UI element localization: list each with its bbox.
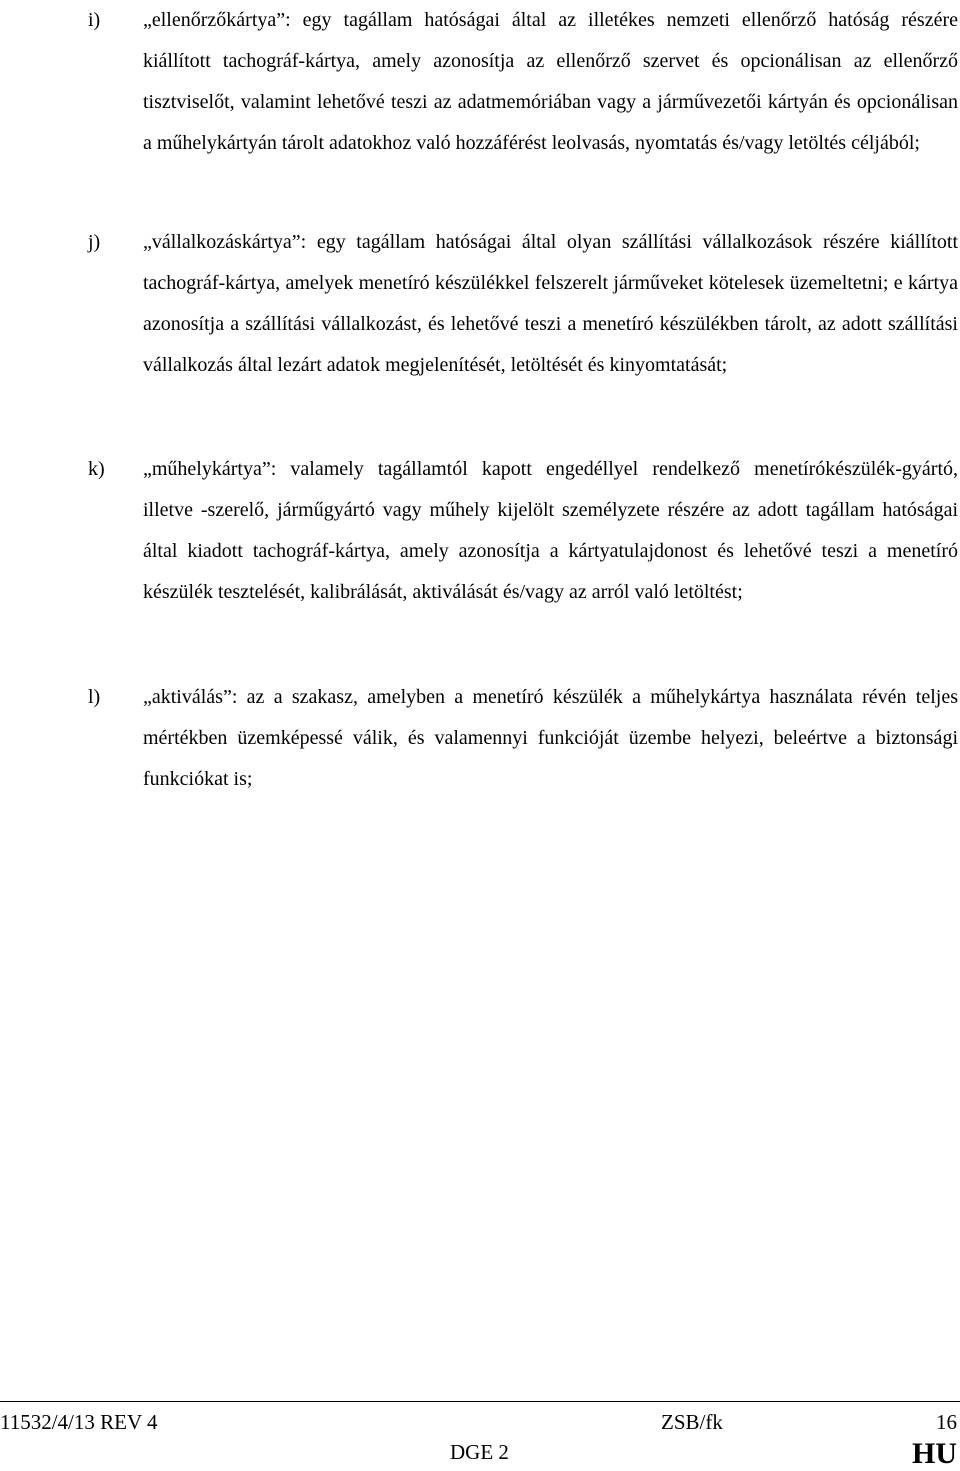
item-text: „vállalkozáskártya”: egy tagállam hatóságai által olyan szállítási vállalkozások részére kiállított tachográf-kártya, amelyek menetíró készülékkel felszerelt járműveket kötelesek üzemeltetni; e kártya azonosítja a szállítási vállalkozást, és lehetővé teszi a menetíró készülékben tárolt, az adott szállítási vállalkozás által lezárt adatok megjelenítését, letöltését és kinyomtatását; [143,231,958,376]
item-label: i) [88,9,101,31]
item-label: l) [88,686,101,708]
item-label: k) [88,458,105,480]
footer-language-code: HU [912,1437,957,1470]
footer-document-ref: 11532/4/13 REV 4 [0,1410,158,1434]
footer-divider [0,1401,960,1402]
footer-initials: ZSB/fk [661,1410,723,1434]
item-text: „ellenőrzőkártya”: egy tagállam hatóságai által az illetékes nemzeti ellenőrző hatóság részére kiállított tachográf-kártya, amely azonosítja az ellenőrző szervet és opcionálisan az ellenőrző tisztviselőt, valamint lehetővé teszi az adatmemóriában vagy a járművezetői kártyán és opcionálisan a műhelykártyán tárolt adatokhoz való hozzáférést leolvasás, nyomtatás és/vagy letöltés céljából; [143,9,958,154]
item-label: j) [88,231,101,253]
item-text: „műhelykártya”: valamely tagállamtól kapott engedéllyel rendelkező menetírókészülék-gyártó, illetve -szerelő, járműgyártó vagy műhely kijelölt személyzete részére az adott tagállam hatóságai által kiadott tachográf-kártya, amely azonosítja a kártyatulajdonost és lehetővé teszi a menetíró készülék tesztelését, kalibrálását, aktiválását és/vagy az arról való letöltést; [143,458,958,603]
item-text: „aktiválás”: az a szakasz, amelyben a menetíró készülék a műhelykártya használata révén teljes mértékben üzemképessé válik, és valamennyi funkcióját üzembe helyezi, beleértve a biztonsági funkciókat is; [143,686,958,790]
footer-page-number: 16 [936,1410,957,1434]
footer-directorate: DGE 2 [450,1440,509,1464]
